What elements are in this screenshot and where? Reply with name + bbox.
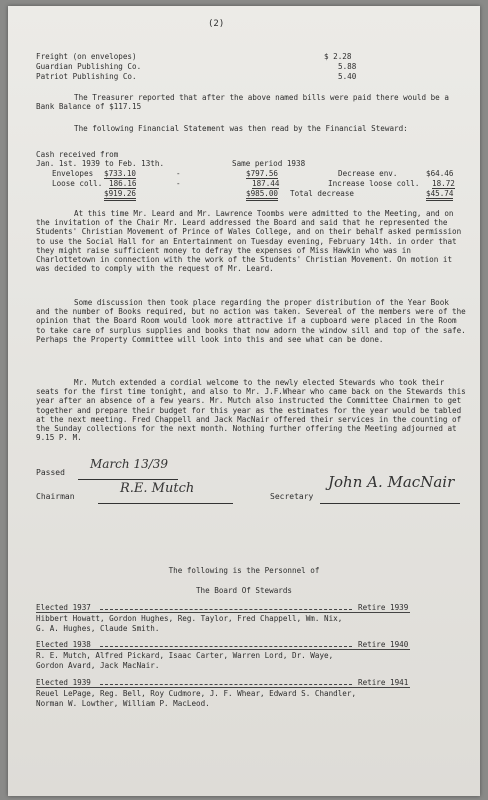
bill-amount: 5.88 (338, 62, 357, 71)
chairman-label: Chairman (36, 492, 75, 501)
steward-names: G. A. Hughes, Claude Smith. (36, 624, 160, 633)
total-current: $919.26 (104, 189, 136, 201)
financial-intro: The following Financial Statement was then read by the Financial Steward: (74, 124, 408, 133)
elected-year: Elected 1937 (36, 603, 91, 612)
group-rule (36, 649, 410, 650)
row-prior: $797.56 (246, 169, 279, 178)
secretary-label: Secretary (270, 492, 314, 501)
bill-amount: 5.40 (338, 72, 357, 81)
steward-names: Gordon Avard, Jack MacNair. (36, 661, 160, 670)
bill-amount: $ 2.28 (324, 52, 352, 61)
total-label: Total decrease (290, 189, 355, 198)
dash-rule (100, 646, 352, 647)
personnel-heading: The following is the Personnel of (168, 566, 320, 575)
passed-date-handwritten: March 13/39 (90, 457, 169, 471)
steward-names: Reuel LePage, Reg. Bell, Roy Cudmore, J. F. Whear, Edward S. Chandler, (36, 689, 357, 698)
bill-name: Guardian Publishing Co. (36, 62, 142, 71)
row-change: 18.72 (432, 179, 455, 188)
row-current: $733.10 (104, 169, 137, 178)
bill-name: Freight (on envelopes) (36, 52, 137, 61)
row-change: $64.46 (426, 169, 454, 178)
paragraph-year-book: Some discussion then took place regarding the proper distribution of the Year Book and the number of Books required, but no action was taken. Severeal of the members were of the opinion that the Board Room would look more attractive if a cupboard were placed in the Room to take care of surplus supplies and books that now adorn the window sill and top of the safe. Perhaps the Property Committee will look into this and see what can be done. (36, 298, 466, 344)
cash-label: Cash received from (36, 150, 119, 159)
secretary-signature: John A. MacNair (328, 473, 455, 491)
dash-rule (100, 609, 352, 610)
personnel-subheading: The Board Of Stewards (195, 586, 292, 595)
retire-year: Retire 1940 (358, 640, 409, 649)
passed-line (78, 478, 178, 480)
paragraph-welcome: Mr. Mutch extended a cordial welcome to the newly elected Stewards who took their seats for the first time tonight, and also to Mr. J.F.Whear who came back on the Stewards this year after an absence of a few years. Mr. Mutch also instructed the Committee Chairmen to get together and prepare their budget for this year as the estimates for the year would be tabled at the next meeting. Fred Chappell and Jack MacNair offered their services in the counting of the Sunday collections for the next month. Nothing further offering the Meeting adjourned at 9.15 P. M. (36, 378, 466, 443)
row-label: Envelopes (52, 169, 94, 178)
retire-year: Retire 1941 (358, 678, 409, 687)
bill-name: Patriot Publishing Co. (36, 72, 137, 81)
page-number: (2) (208, 19, 225, 29)
dash-rule (100, 684, 352, 685)
paragraph-leard: At this time Mr. Leard and Mr. Lawrence Toombs were admitted to the Meeting, and on the invitation of the Chair Mr. Leard addressed the Board and said that he represented the Students' Christian Movement of Prince of Wales College, and on their behalf asked permission to use the Social Hall for an Entertainment on Tuesday evening, February 14th. in order that they might raise sufficient money to defray the expenses of Miss Hawkin who was in Charlottetown in connection with the work of the Students' Christian Movement. On motion it was decided to comply with the request of Mr. Leard. (36, 209, 462, 274)
row-change-label: Decrease env. (338, 169, 398, 178)
period-current: Jan. 1st. 1939 to Feb. 13th. (36, 159, 165, 168)
passed-label: Passed (36, 468, 65, 477)
row-prior: 187.44 (252, 179, 280, 188)
elected-year: Elected 1939 (36, 678, 91, 687)
elected-year: Elected 1938 (36, 640, 91, 649)
total-change: $45.74 (426, 189, 453, 201)
steward-names: R. E. Mutch, Alfred Pickard, Isaac Carter, Warren Lord, Dr. Waye, (36, 651, 334, 660)
steward-names: Norman W. Lowther, William P. MacLeod. (36, 699, 210, 708)
row-current: 186.16 (109, 179, 137, 188)
group-rule (36, 612, 410, 613)
period-prior: Same period 1938 (232, 159, 306, 168)
treasurer-report: The Treasurer reported that after the above named bills were paid there would be a Bank Balance of $117.15 (36, 93, 449, 112)
row-dash: - (176, 179, 181, 188)
total-prior: $985.00 (246, 189, 278, 201)
retire-year: Retire 1939 (358, 603, 409, 612)
group-rule (36, 687, 410, 688)
row-change-label: Increase loose coll. (328, 179, 420, 188)
minutes-page (8, 6, 480, 796)
chairman-signature: R.E. Mutch (120, 481, 195, 496)
steward-names: Hibbert Howatt, Gordon Hughes, Reg. Taylor, Fred Chappell, Wm. Nix, (36, 614, 343, 623)
chairman-line (98, 502, 233, 504)
row-dash: - (176, 169, 181, 178)
row-label: Loose coll. (52, 179, 103, 188)
secretary-line (320, 502, 460, 504)
